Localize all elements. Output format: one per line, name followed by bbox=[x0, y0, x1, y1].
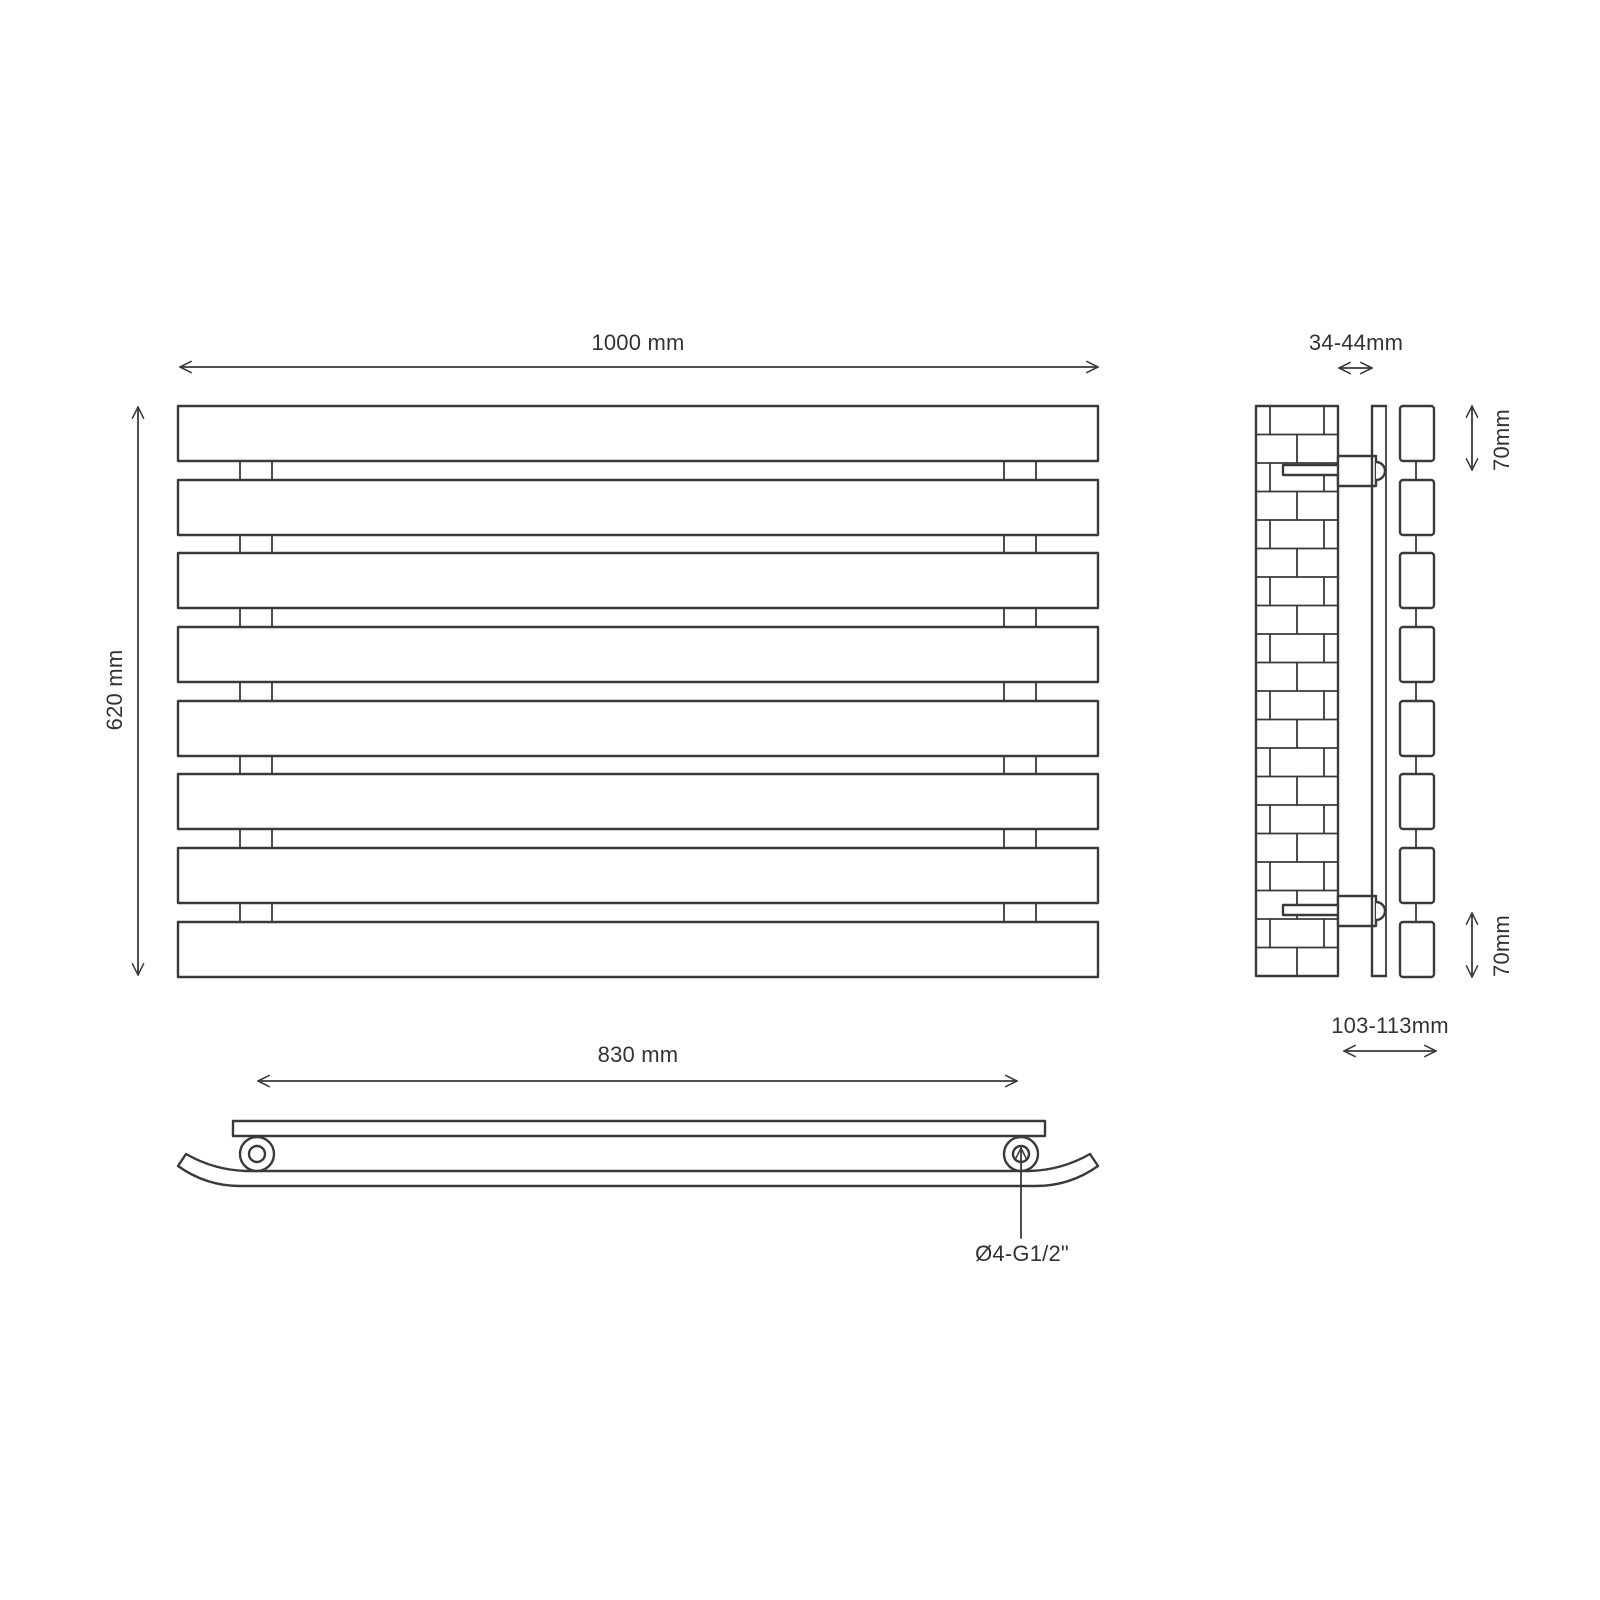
radiator-bar bbox=[178, 774, 1098, 829]
bottom-view bbox=[178, 1042, 1098, 1266]
radiator-bar bbox=[178, 627, 1098, 682]
radiator-side-profile bbox=[1372, 406, 1434, 977]
pipe-connection-left bbox=[240, 1137, 274, 1171]
width-dimension-label: 1000 mm bbox=[591, 330, 685, 355]
front-view bbox=[102, 330, 1098, 977]
radiator-bar-plan bbox=[178, 1154, 1098, 1186]
radiator-bar bbox=[178, 922, 1098, 977]
wall-gap-dimension bbox=[1309, 330, 1403, 368]
depth-dimension bbox=[1331, 1013, 1449, 1051]
bottom-offset-label: 70mm bbox=[1489, 915, 1514, 977]
height-dimension-label: 620 mm bbox=[102, 649, 127, 731]
radiator-bar bbox=[178, 553, 1098, 608]
brick-wall bbox=[1256, 406, 1338, 976]
centers-label: 830 mm bbox=[597, 1042, 679, 1067]
radiator-bar bbox=[178, 701, 1098, 756]
wall-gap-label: 34-44mm bbox=[1308, 330, 1404, 355]
connection-label: Ø4-G1/2" bbox=[975, 1241, 1069, 1266]
centers-dimension bbox=[258, 1042, 1017, 1081]
radiator-bar bbox=[178, 480, 1098, 535]
radiator-bar bbox=[178, 848, 1098, 903]
depth-label: 103-113mm bbox=[1331, 1013, 1449, 1038]
height-dimension bbox=[102, 407, 138, 975]
width-dimension bbox=[180, 330, 1098, 367]
wall-bracket-top bbox=[1283, 456, 1385, 486]
top-offset-label: 70mm bbox=[1489, 409, 1514, 471]
wall-mount-plate bbox=[233, 1121, 1045, 1136]
horizontal-bars bbox=[178, 406, 1098, 977]
wall-bracket-bottom bbox=[1283, 896, 1385, 926]
top-offset-dimension bbox=[1472, 406, 1514, 471]
bottom-offset-dimension bbox=[1472, 913, 1514, 977]
side-view bbox=[1256, 330, 1514, 1051]
radiator-bar bbox=[178, 406, 1098, 461]
